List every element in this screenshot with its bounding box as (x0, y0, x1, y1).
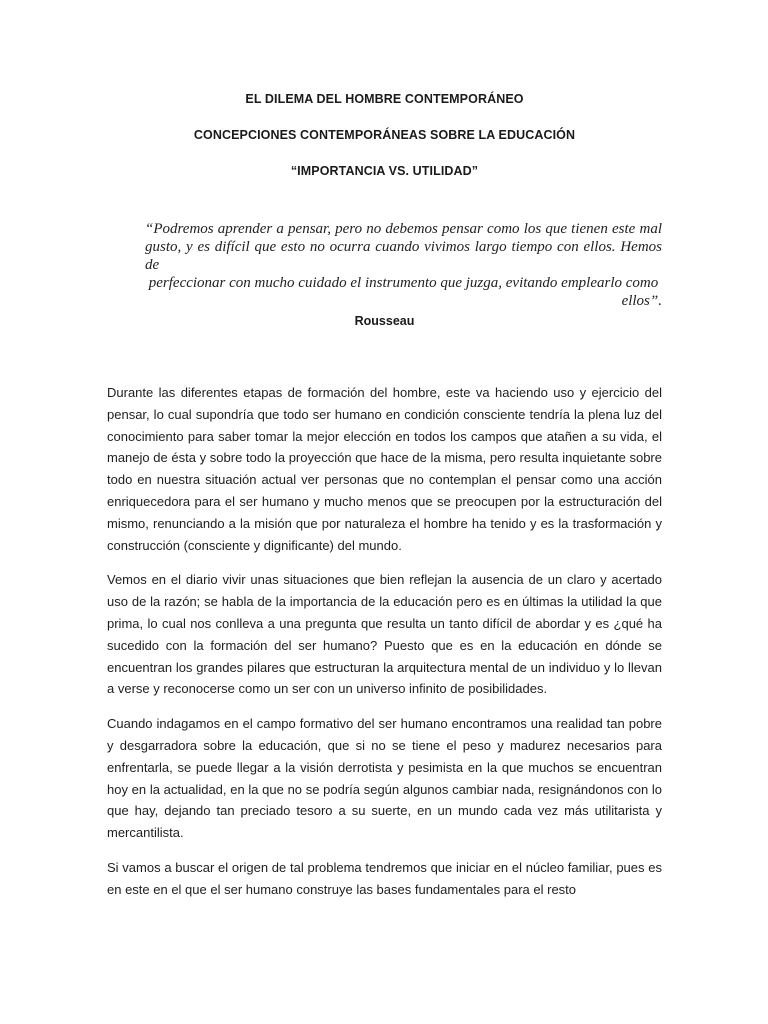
document-subtitle: CONCEPCIONES CONTEMPORÁNEAS SOBRE LA EDUCACIÓN (193, 128, 576, 142)
body-paragraph: Vemos en el diario vivir unas situaciones que bien reflejan la ausencia de un claro y acertado uso de la razón; se habla de la importancia de la educación pero es en últimas la utilidad la que prima, lo cual nos conlleva a una pregunta que resulta un tanto difícil de abordar y es ¿qué ha sucedido con la formación del ser humano? Puesto que es en la educación en dónde se encuentran los grandes pilares que estructuran la arquitectura mental de un individuo y lo llevan a verse y reconocerse como un ser con un universo infinito de posibilidades. (107, 572, 662, 697)
epigraph-line: gusto, y es difícil que esto no ocurra cuando vivimos largo tiempo con ellos. Hemos de (145, 239, 662, 273)
epigraph-author: Rousseau (354, 314, 415, 328)
body-paragraph: Si vamos a buscar el origen de tal problema tendremos que iniciar en el núcleo familiar, pues es en este en el que el ser humano construye las bases fundamentales para el resto (107, 859, 662, 897)
document-title: EL DILEMA DEL HOMBRE CONTEMPORÁNEO (245, 92, 524, 106)
body-paragraph: Durante las diferentes etapas de formación del hombre, este va haciendo uso y ejercicio del pensar, lo cual supondría que todo ser humano en condición consciente tendría la plena luz del conocimiento para saber tomar la mejor elección en todos los campos que atañen a su vida, el manejo de ésta y sobre todo la proyección que hace de la misma, pero resulta inquietante sobre todo en nuestra situación actual ver personas que no contemplan el pensar como una acción enriquecedora para el ser humano y mucho menos que se preocupen por la estructuración del mismo, renunciando a la misión que por naturaleza el hombre ha tenido y es la trasformación y construcción (consciente y dignificante) del mundo. (107, 385, 662, 553)
epigraph-line: ellos”. (621, 293, 662, 309)
epigraph-line: perfeccionar con mucho cuidado el instrumento que juzga, evitando emplearlo como (148, 275, 659, 291)
document-theme: “IMPORTANCIA VS. UTILIDAD” (290, 164, 479, 178)
body-paragraph: Cuando indagamos en el campo formativo del ser humano encontramos una realidad tan pobre y desgarradora sobre la educación, que si no se tiene el peso y madurez necesarios para enfrentarla, se puede llegar a la visión derrotista y pesimista en la que muchos se encuentran hoy en la actualidad, en la que no se podría según algunos cambiar nada, resignándonos con lo que hay, dejando tan preciado tesoro a su suerte, en un mundo cada vez más utilitarista y mercantilista. (107, 716, 662, 841)
epigraph-line: “Podremos aprender a pensar, pero no debemos pensar como los que tienen este mal (145, 221, 662, 237)
document-body (107, 382, 662, 901)
epigraph-quote (145, 220, 662, 310)
